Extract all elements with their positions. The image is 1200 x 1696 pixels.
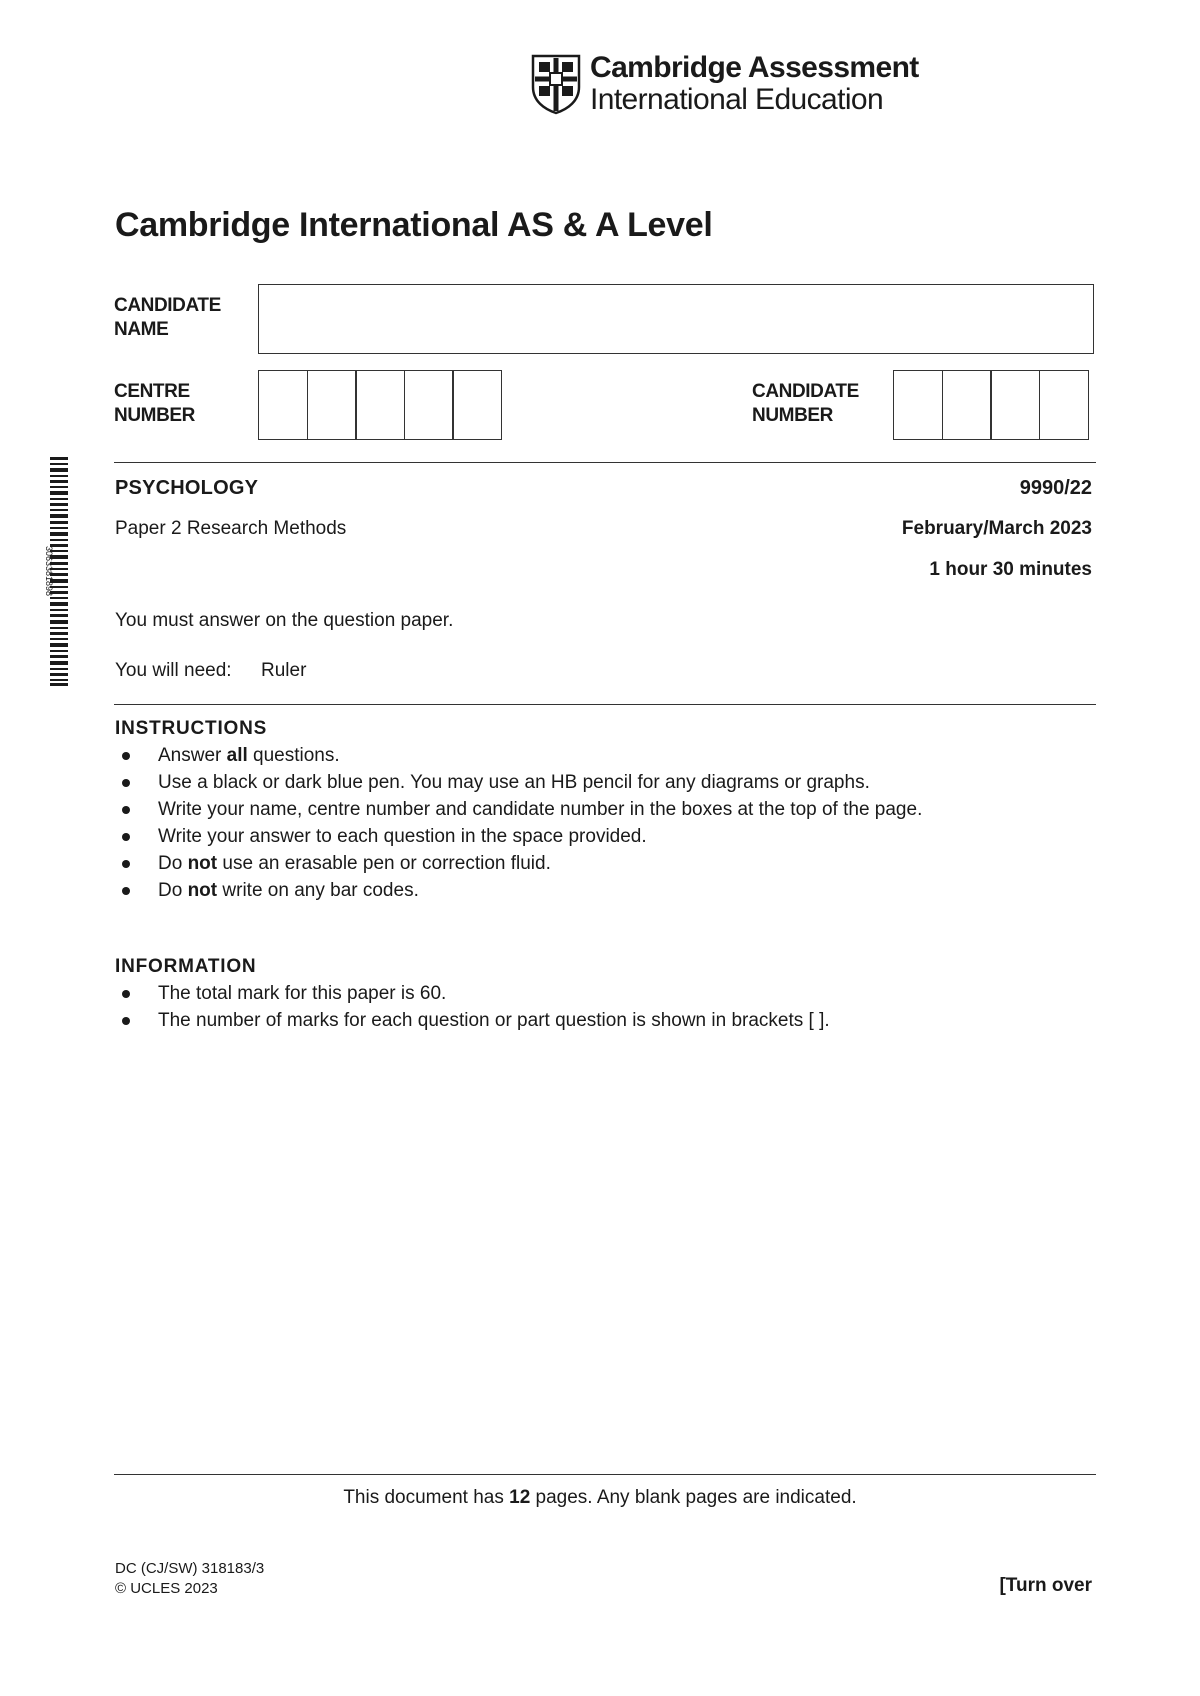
centre-number-label-line2: NUMBER xyxy=(114,405,195,426)
information-text: The number of marks for each question or part question is shown in brackets [ ]. xyxy=(158,1010,830,1031)
centre-number-digit-1[interactable] xyxy=(258,370,308,440)
logo-line-1: Cambridge Assessment xyxy=(590,51,919,84)
instruction-text: Do xyxy=(158,880,188,901)
list-item xyxy=(115,980,1095,1007)
centre-number-boxes xyxy=(258,370,502,440)
qualification-title: Cambridge International AS & A Level xyxy=(115,206,713,244)
centre-number-label xyxy=(114,380,195,428)
barcode-number: 3063381898 xyxy=(44,545,54,597)
candidate-name-label xyxy=(114,294,221,342)
instruction-text: Do xyxy=(158,853,188,874)
page-count-text: This document has xyxy=(343,1487,510,1508)
instruction-text: write on any bar codes. xyxy=(217,880,419,901)
instruction-text: use an erasable pen or correction fluid. xyxy=(217,853,551,874)
list-item xyxy=(115,796,1095,823)
instruction-text: Use a black or dark blue pen. You may use an HB pencil for any diagrams or graphs. xyxy=(158,772,870,793)
list-item xyxy=(115,850,1095,877)
centre-number-digit-5[interactable] xyxy=(452,370,502,440)
candidate-number-digit-3[interactable] xyxy=(990,370,1040,440)
list-item xyxy=(115,769,1095,796)
turn-over: [Turn over xyxy=(999,1575,1092,1596)
instructions-list xyxy=(115,742,1095,904)
candidate-number-label xyxy=(752,380,859,428)
candidate-number-digit-2[interactable] xyxy=(942,370,992,440)
instruction-text: Write your name, centre number and candidate number in the boxes at the top of the page. xyxy=(158,799,923,820)
need-item: Ruler xyxy=(261,660,307,681)
information-heading: INFORMATION xyxy=(115,956,257,977)
candidate-number-boxes xyxy=(893,370,1089,440)
document-reference xyxy=(115,1559,264,1599)
information-list xyxy=(115,980,1095,1034)
instruction-emphasis: not xyxy=(187,880,218,901)
centre-number-digit-2[interactable] xyxy=(307,370,357,440)
divider-bottom xyxy=(114,1474,1096,1475)
cambridge-crest-icon xyxy=(530,53,582,115)
barcode xyxy=(42,455,68,687)
page-count-note xyxy=(0,1487,1200,1509)
centre-number-digit-3[interactable] xyxy=(355,370,405,440)
list-item xyxy=(115,823,1095,850)
need-label: You will need: xyxy=(115,660,232,681)
page-count-text: pages. Any blank pages are indicated. xyxy=(530,1487,857,1508)
instruction-emphasis: all xyxy=(226,745,248,766)
subject-name: PSYCHOLOGY xyxy=(115,477,259,499)
centre-number-label-line1: CENTRE xyxy=(114,381,190,402)
candidate-number-label-line2: NUMBER xyxy=(752,405,833,426)
divider-middle xyxy=(114,704,1096,705)
candidate-name-label-line2: NAME xyxy=(114,319,169,340)
instructions-heading: INSTRUCTIONS xyxy=(115,718,268,739)
page-count-number: 12 xyxy=(509,1487,531,1508)
candidate-number-digit-4[interactable] xyxy=(1039,370,1089,440)
instruction-text: Answer xyxy=(158,745,227,766)
instruction-text: Write your answer to each question in the space provided. xyxy=(158,826,647,847)
divider-top xyxy=(114,462,1096,463)
cambridge-logo xyxy=(530,52,919,116)
candidate-name-field[interactable] xyxy=(258,284,1094,354)
candidate-number-label-line1: CANDIDATE xyxy=(752,381,859,402)
list-item xyxy=(115,877,1095,904)
centre-number-digit-4[interactable] xyxy=(404,370,454,440)
candidate-number-digit-1[interactable] xyxy=(893,370,943,440)
exam-duration: 1 hour 30 minutes xyxy=(929,559,1092,580)
copyright: © UCLES 2023 xyxy=(115,1580,218,1597)
logo-line-2: International Education xyxy=(590,83,884,116)
reference-code: DC (CJ/SW) 318183/3 xyxy=(115,1560,265,1577)
candidate-name-label-line1: CANDIDATE xyxy=(114,295,221,316)
instruction-text: questions. xyxy=(247,745,340,766)
answer-note: You must answer on the question paper. xyxy=(115,610,454,631)
paper-code: 9990/22 xyxy=(1019,477,1092,499)
paper-title: Paper 2 Research Methods xyxy=(115,518,347,539)
list-item xyxy=(115,1007,1095,1034)
exam-session: February/March 2023 xyxy=(901,518,1092,539)
list-item xyxy=(115,742,1095,769)
information-text: The total mark for this paper is 60. xyxy=(158,983,447,1004)
instruction-emphasis: not xyxy=(187,853,218,874)
